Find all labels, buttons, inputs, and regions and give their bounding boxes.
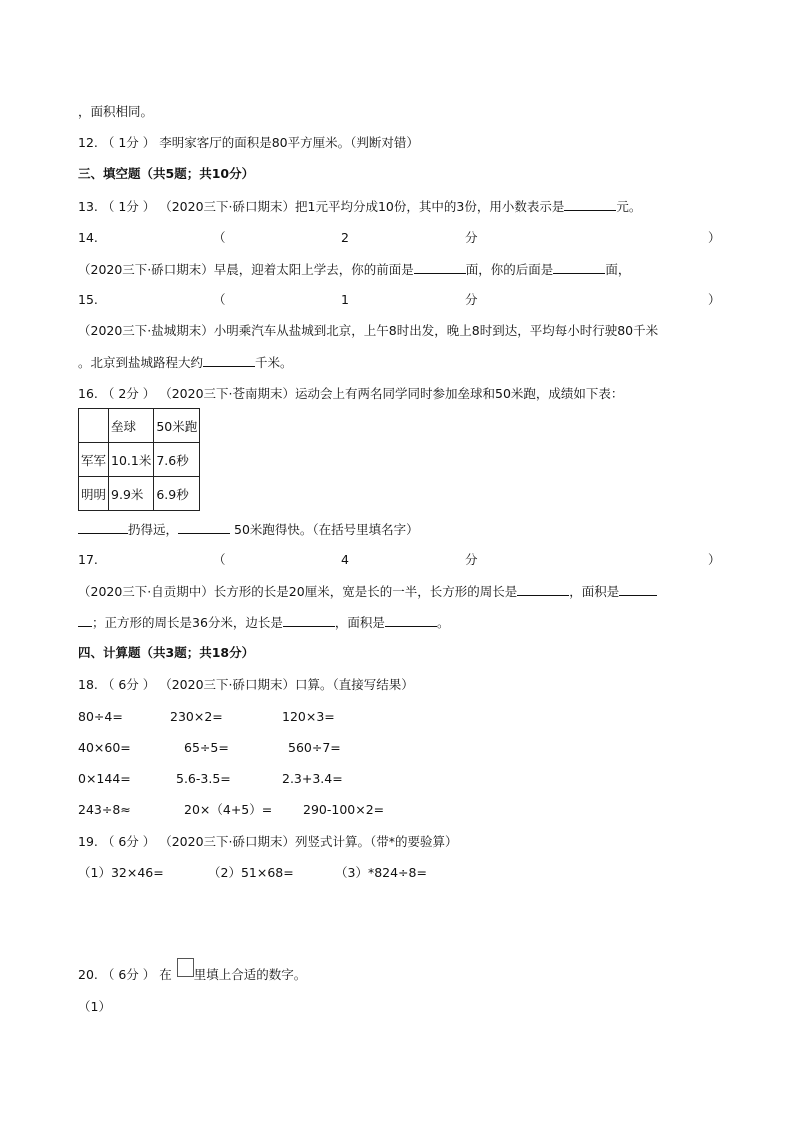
q17-text-3: ；正方形的周长是36分米，边长是 (92, 615, 283, 630)
answer-blank[interactable] (619, 582, 657, 596)
q17-text-2: ，面积是 (569, 584, 620, 599)
q16-text-1: 扔得远， (128, 522, 179, 537)
q17-score: 4 (341, 552, 349, 567)
question-20-part-1: （1） (78, 999, 111, 1014)
calc-item: 40×60= (78, 740, 131, 755)
q15-text: 。北京到盐城路程大约 (78, 355, 204, 370)
answer-blank[interactable] (283, 613, 335, 627)
table-cell: 明明 (79, 477, 109, 511)
question-16: 16. （ 2分 ） （2020三下·苍南期末）运动会上有两名同学同时参加垒球和50米跑，成绩如下表： (78, 386, 624, 401)
calc-item: （2）51×68= (208, 865, 294, 880)
calc-item: 230×2= (170, 709, 223, 724)
section-3-heading: 三、填空题（共5题；共10分） (78, 166, 255, 181)
calc-item: 0×144= (78, 771, 131, 786)
table-row (79, 443, 200, 477)
calc-item: 560÷7= (288, 740, 341, 755)
table-cell: 10.1米 (109, 443, 154, 477)
q14-score: 2 (341, 230, 349, 245)
q14-number: 14. (78, 230, 98, 245)
q15-fen: 分 (465, 292, 478, 307)
calc-item: 290-100×2= (303, 802, 385, 817)
q14-text: （2020三下·硚口期末）早晨，迎着太阳上学去，你的前面是 (78, 262, 414, 277)
answer-blank[interactable] (78, 520, 128, 534)
q15-number: 15. (78, 292, 98, 307)
q15-unit: 千米。 (255, 355, 293, 370)
answer-blank[interactable] (564, 197, 616, 211)
q17-text: （2020三下·自贡期中）长方形的长是20厘米，宽是长的一半，长方形的周长是 (78, 584, 518, 599)
question-15-body: （2020三下·盐城期末）小明乘汽车从盐城到北京，上午8时出发，晚上8时到达，平均每小时行驶80千米 (78, 323, 659, 338)
q13-text: 13. （ 1分 ） （2020三下·硚口期末）把1元平均分成10份，其中的3份，用小数表示是 (78, 199, 565, 214)
calc-item: （1）32×46= (78, 865, 164, 880)
table-cell: 9.9米 (109, 477, 154, 511)
table-cell: 50米跑 (154, 409, 200, 443)
question-16-answer (78, 520, 419, 539)
q14-text-2: 面，你的后面是 (465, 262, 554, 277)
calc-item: 5.6-3.5= (176, 771, 231, 786)
q15-paren-open: （ (213, 292, 226, 307)
calc-item: 2.3+3.4= (282, 771, 343, 786)
answer-blank[interactable] (553, 260, 605, 274)
table-header-row (79, 409, 200, 443)
question-13 (78, 197, 641, 216)
q15-score: 1 (341, 292, 349, 307)
question-18: 18. （ 6分 ） （2020三下·硚口期末）口算。（直接写结果） (78, 677, 414, 692)
answer-blank[interactable] (178, 520, 230, 534)
calc-item: （3）*824÷8= (335, 865, 427, 880)
answer-blank[interactable] (414, 260, 466, 274)
q17-text-4: ，面积是 (334, 615, 385, 630)
q17-paren-close: ） (708, 552, 721, 567)
question-12: 12. （ 1分 ） 李明家客厅的面积是80平方厘米。（判断对错） (78, 135, 419, 150)
answer-blank[interactable] (203, 353, 255, 367)
table-cell (79, 409, 109, 443)
q20-text-2: 里填上合适的数字。 (193, 967, 307, 982)
table-cell: 6.9秒 (154, 477, 200, 511)
q17-text-5: 。 (436, 615, 450, 630)
q17-fen: 分 (465, 552, 478, 567)
q14-fen: 分 (465, 230, 478, 245)
table-row (79, 477, 200, 511)
score-table (78, 408, 200, 511)
question-17-body-2 (78, 613, 449, 632)
calc-item: 80÷4= (78, 709, 123, 724)
calc-item: 243÷8≈ (78, 802, 131, 817)
q16-text-2: 50米跑得快。（在括号里填名字） (234, 522, 419, 537)
table-cell: 7.6秒 (154, 443, 200, 477)
question-19: 19. （ 6分 ） （2020三下·硚口期末）列竖式计算。（带*的要验算） (78, 834, 458, 849)
answer-blank[interactable] (78, 613, 92, 627)
answer-blank[interactable] (385, 613, 437, 627)
line-area-same: ，面积相同。 (78, 104, 154, 119)
q17-number: 17. (78, 552, 98, 567)
table-cell: 军军 (79, 443, 109, 477)
question-15-body-2 (78, 353, 293, 372)
q20-text-1: 20. （ 6分 ） 在 (78, 967, 172, 982)
calc-item: 20×（4+5）= (184, 802, 273, 817)
section-4-heading: 四、计算题（共3题；共18分） (78, 645, 255, 660)
q13-unit: 元。 (616, 199, 642, 214)
blank-box-icon (177, 958, 194, 977)
q14-paren-close: ） (708, 230, 721, 245)
q17-paren-open: （ (213, 552, 226, 567)
q15-paren-close: ） (708, 292, 721, 307)
q14-text-3: 面， (605, 262, 631, 277)
table-cell: 垒球 (109, 409, 154, 443)
answer-blank[interactable] (517, 582, 569, 596)
question-14-body (78, 260, 630, 279)
calc-item: 65÷5= (184, 740, 229, 755)
q14-paren-open: （ (213, 230, 226, 245)
question-17-body (78, 582, 657, 601)
calc-item: 120×3= (282, 709, 335, 724)
